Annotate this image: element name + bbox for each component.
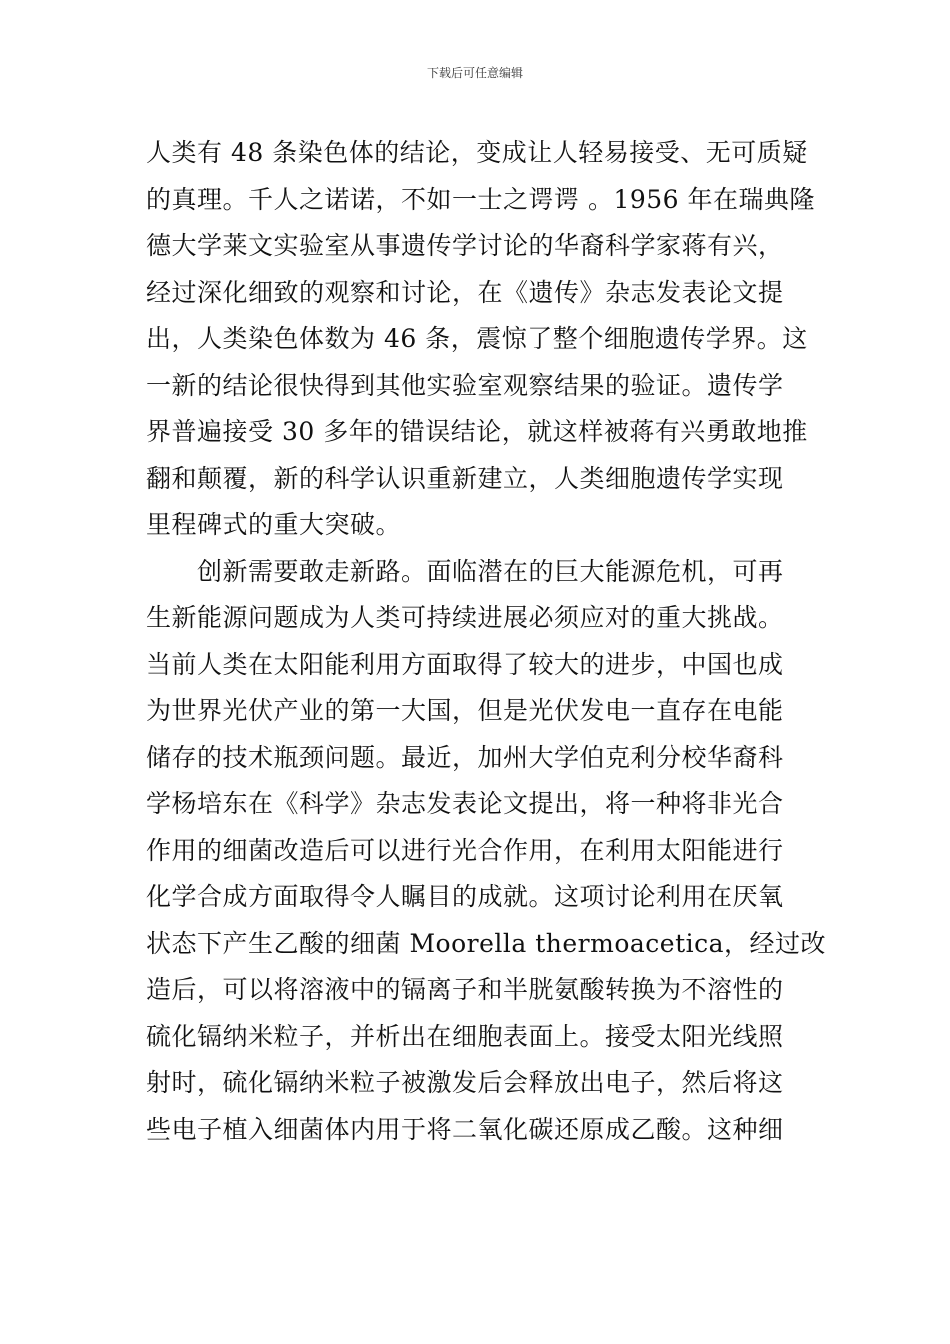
text-line: 学杨培东在《科学》杂志发表论文提出，将一种将非光合 (146, 789, 784, 818)
text-line: 的真理。千人之诺诺，不如一士之谔谔 。1956 年在瑞典隆 (146, 184, 816, 214)
text-line: 些电子植入细菌体内用于将二氧化碳还原成乙酸。这种细 (146, 1114, 784, 1144)
text-line: 一新的结论很快得到其他实验室观察结果的验证。遗传学 (146, 370, 784, 400)
text-line: 生新能源问题成为人类可持续进展必须应对的重大挑战。 (146, 603, 784, 632)
text-line: 界普遍接受 30 多年的错误结论，就这样被蒋有兴勇敢地推 (146, 417, 808, 446)
text-line: 为世界光伏产业的第一大国，但是光伏发电一直存在电能 (146, 696, 784, 725)
text-line: 射时，硫化镉纳米粒子被激发后会释放出电子，然后将这 (146, 1068, 784, 1097)
page-header: 下载后可任意编辑 (426, 66, 523, 80)
text-line: 德大学莱文实验室从事遗传学讨论的华裔科学家蒋有兴， (146, 231, 784, 260)
text-line: 化学合成方面取得令人瞩目的成就。这项讨论利用在厌氧 (146, 882, 784, 911)
text-line: 人类有 48 条染色体的结论，变成让人轻易接受、无可质疑 (146, 138, 808, 167)
text-line: 出，人类染色体数为 46 条，震惊了整个细胞遗传学界。这 (146, 324, 808, 353)
text-line: 当前人类在太阳能利用方面取得了较大的进步，中国也成 (146, 649, 784, 679)
text-line: 翻和颠覆，新的科学认识重新建立，人类细胞遗传学实现 (146, 463, 784, 493)
text-line: 创新需要敢走新路。面临潜在的巨大能源危机，可再 (146, 556, 784, 586)
text-line: 里程碑式的重大突破。 (146, 510, 402, 539)
text-line: 硫化镉纳米粒子，并析出在细胞表面上。接受太阳光线照 (146, 1021, 784, 1051)
document-body (146, 130, 827, 1153)
text-line: 造后，可以将溶液中的镉离子和半胱氨酸转换为不溶性的 (146, 975, 784, 1004)
text-line: 状态下产生乙酸的细菌 Moorella thermoacetica，经过改 (146, 928, 827, 958)
text-line: 经过深化细致的观察和讨论，在《遗传》杂志发表论文提 (146, 277, 784, 307)
text-line: 作用的细菌改造后可以进行光合作用，在利用太阳能进行 (146, 835, 784, 865)
text-line: 储存的技术瓶颈问题。最近，加州大学伯克利分校华裔科 (146, 742, 784, 772)
